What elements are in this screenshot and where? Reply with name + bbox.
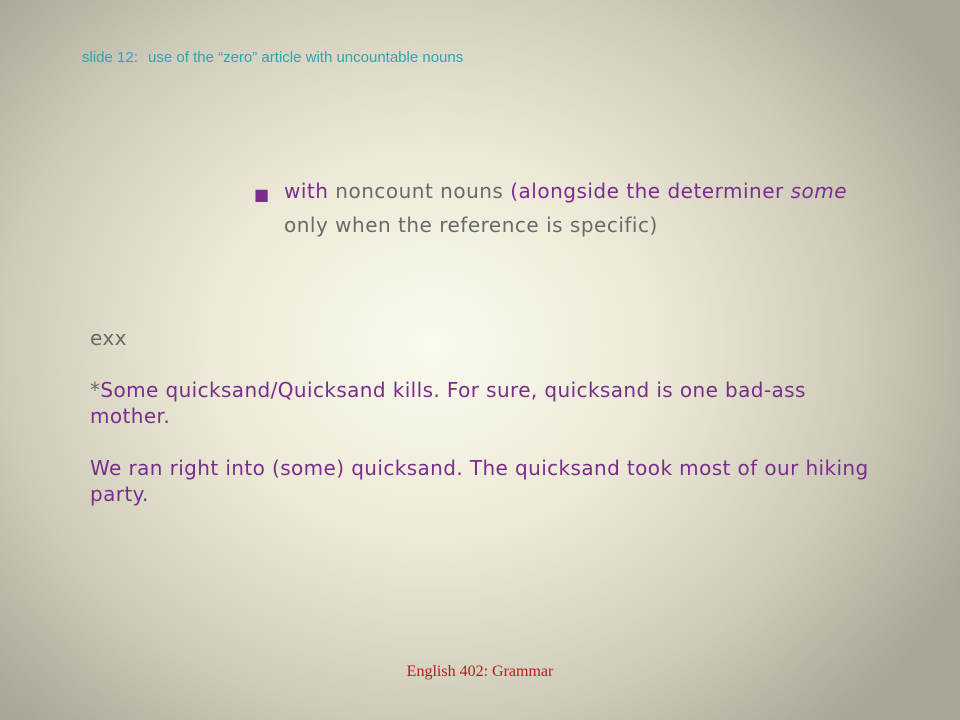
examples-heading: exx: [90, 326, 127, 350]
ungrammatical-marker: *: [90, 378, 101, 402]
example-sentence: We ran right into (some) quicksand. The quicksand took most of our hiking party.: [90, 456, 869, 506]
slide-number: slide 12:: [82, 49, 138, 66]
footer-course-name: English 402: Grammar: [406, 663, 554, 680]
examples-block: [90, 325, 880, 507]
bullet-point: [254, 174, 854, 242]
bullet-text-part: only when the reference is specific): [284, 213, 658, 237]
square-bullet-icon: ■: [254, 185, 270, 204]
slide-title-text: use of the “zero” article with uncountable nouns: [148, 49, 464, 66]
bullet-text-part: with: [284, 179, 336, 203]
bullet-text-part: noncount nouns: [335, 179, 511, 203]
bullet-text-part: (alongside the determiner: [510, 179, 791, 203]
slide-title: [82, 49, 463, 66]
bullet-text: [254, 174, 854, 242]
bullet-text-part: some: [790, 179, 848, 203]
example-text: Some quicksand/Quicksand kills. For sure, quicksand is one bad-ass mother.: [90, 378, 806, 428]
example-sentence: [90, 377, 880, 429]
